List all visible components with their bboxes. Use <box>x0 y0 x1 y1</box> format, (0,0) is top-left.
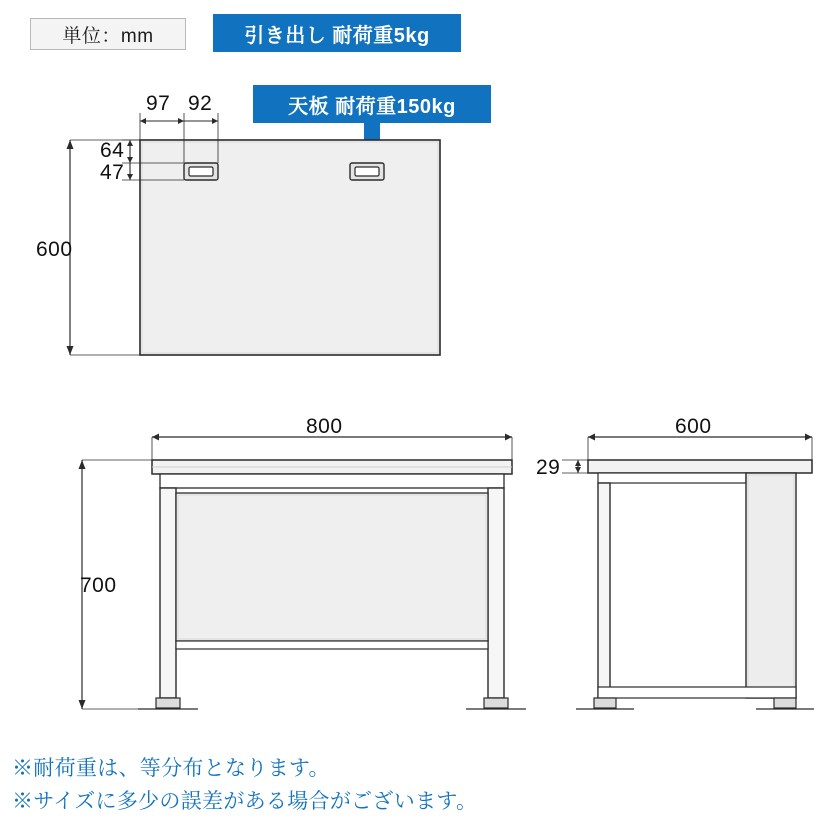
front-view-width-label: 800 <box>306 415 343 438</box>
unit-badge: 単位：mm <box>30 18 186 50</box>
top-view-depth-label: 600 <box>36 238 73 261</box>
side-view-thickness-label: 29 <box>536 456 561 479</box>
front-view-drawing <box>60 415 540 745</box>
top-view-drawing <box>60 95 540 395</box>
note-size-tolerance: ※サイズに多少の誤差がある場合がございます。 <box>12 790 478 813</box>
handle-top-offset-2-label: 47 <box>100 161 125 184</box>
handle-offset-1-label: 97 <box>146 92 171 115</box>
side-view-depth-label: 600 <box>675 415 712 438</box>
side-view-drawing <box>540 415 830 745</box>
drawer-load-badge: 引き出し 耐荷重5kg <box>213 14 461 52</box>
front-view-height-label: 700 <box>80 574 117 597</box>
handle-offset-2-label: 92 <box>188 92 213 115</box>
note-load-distribution: ※耐荷重は、等分布となります。 <box>12 757 330 780</box>
top-load-badge: 天板 耐荷重150kg <box>253 85 491 123</box>
handle-top-offset-1-label: 64 <box>100 139 125 162</box>
